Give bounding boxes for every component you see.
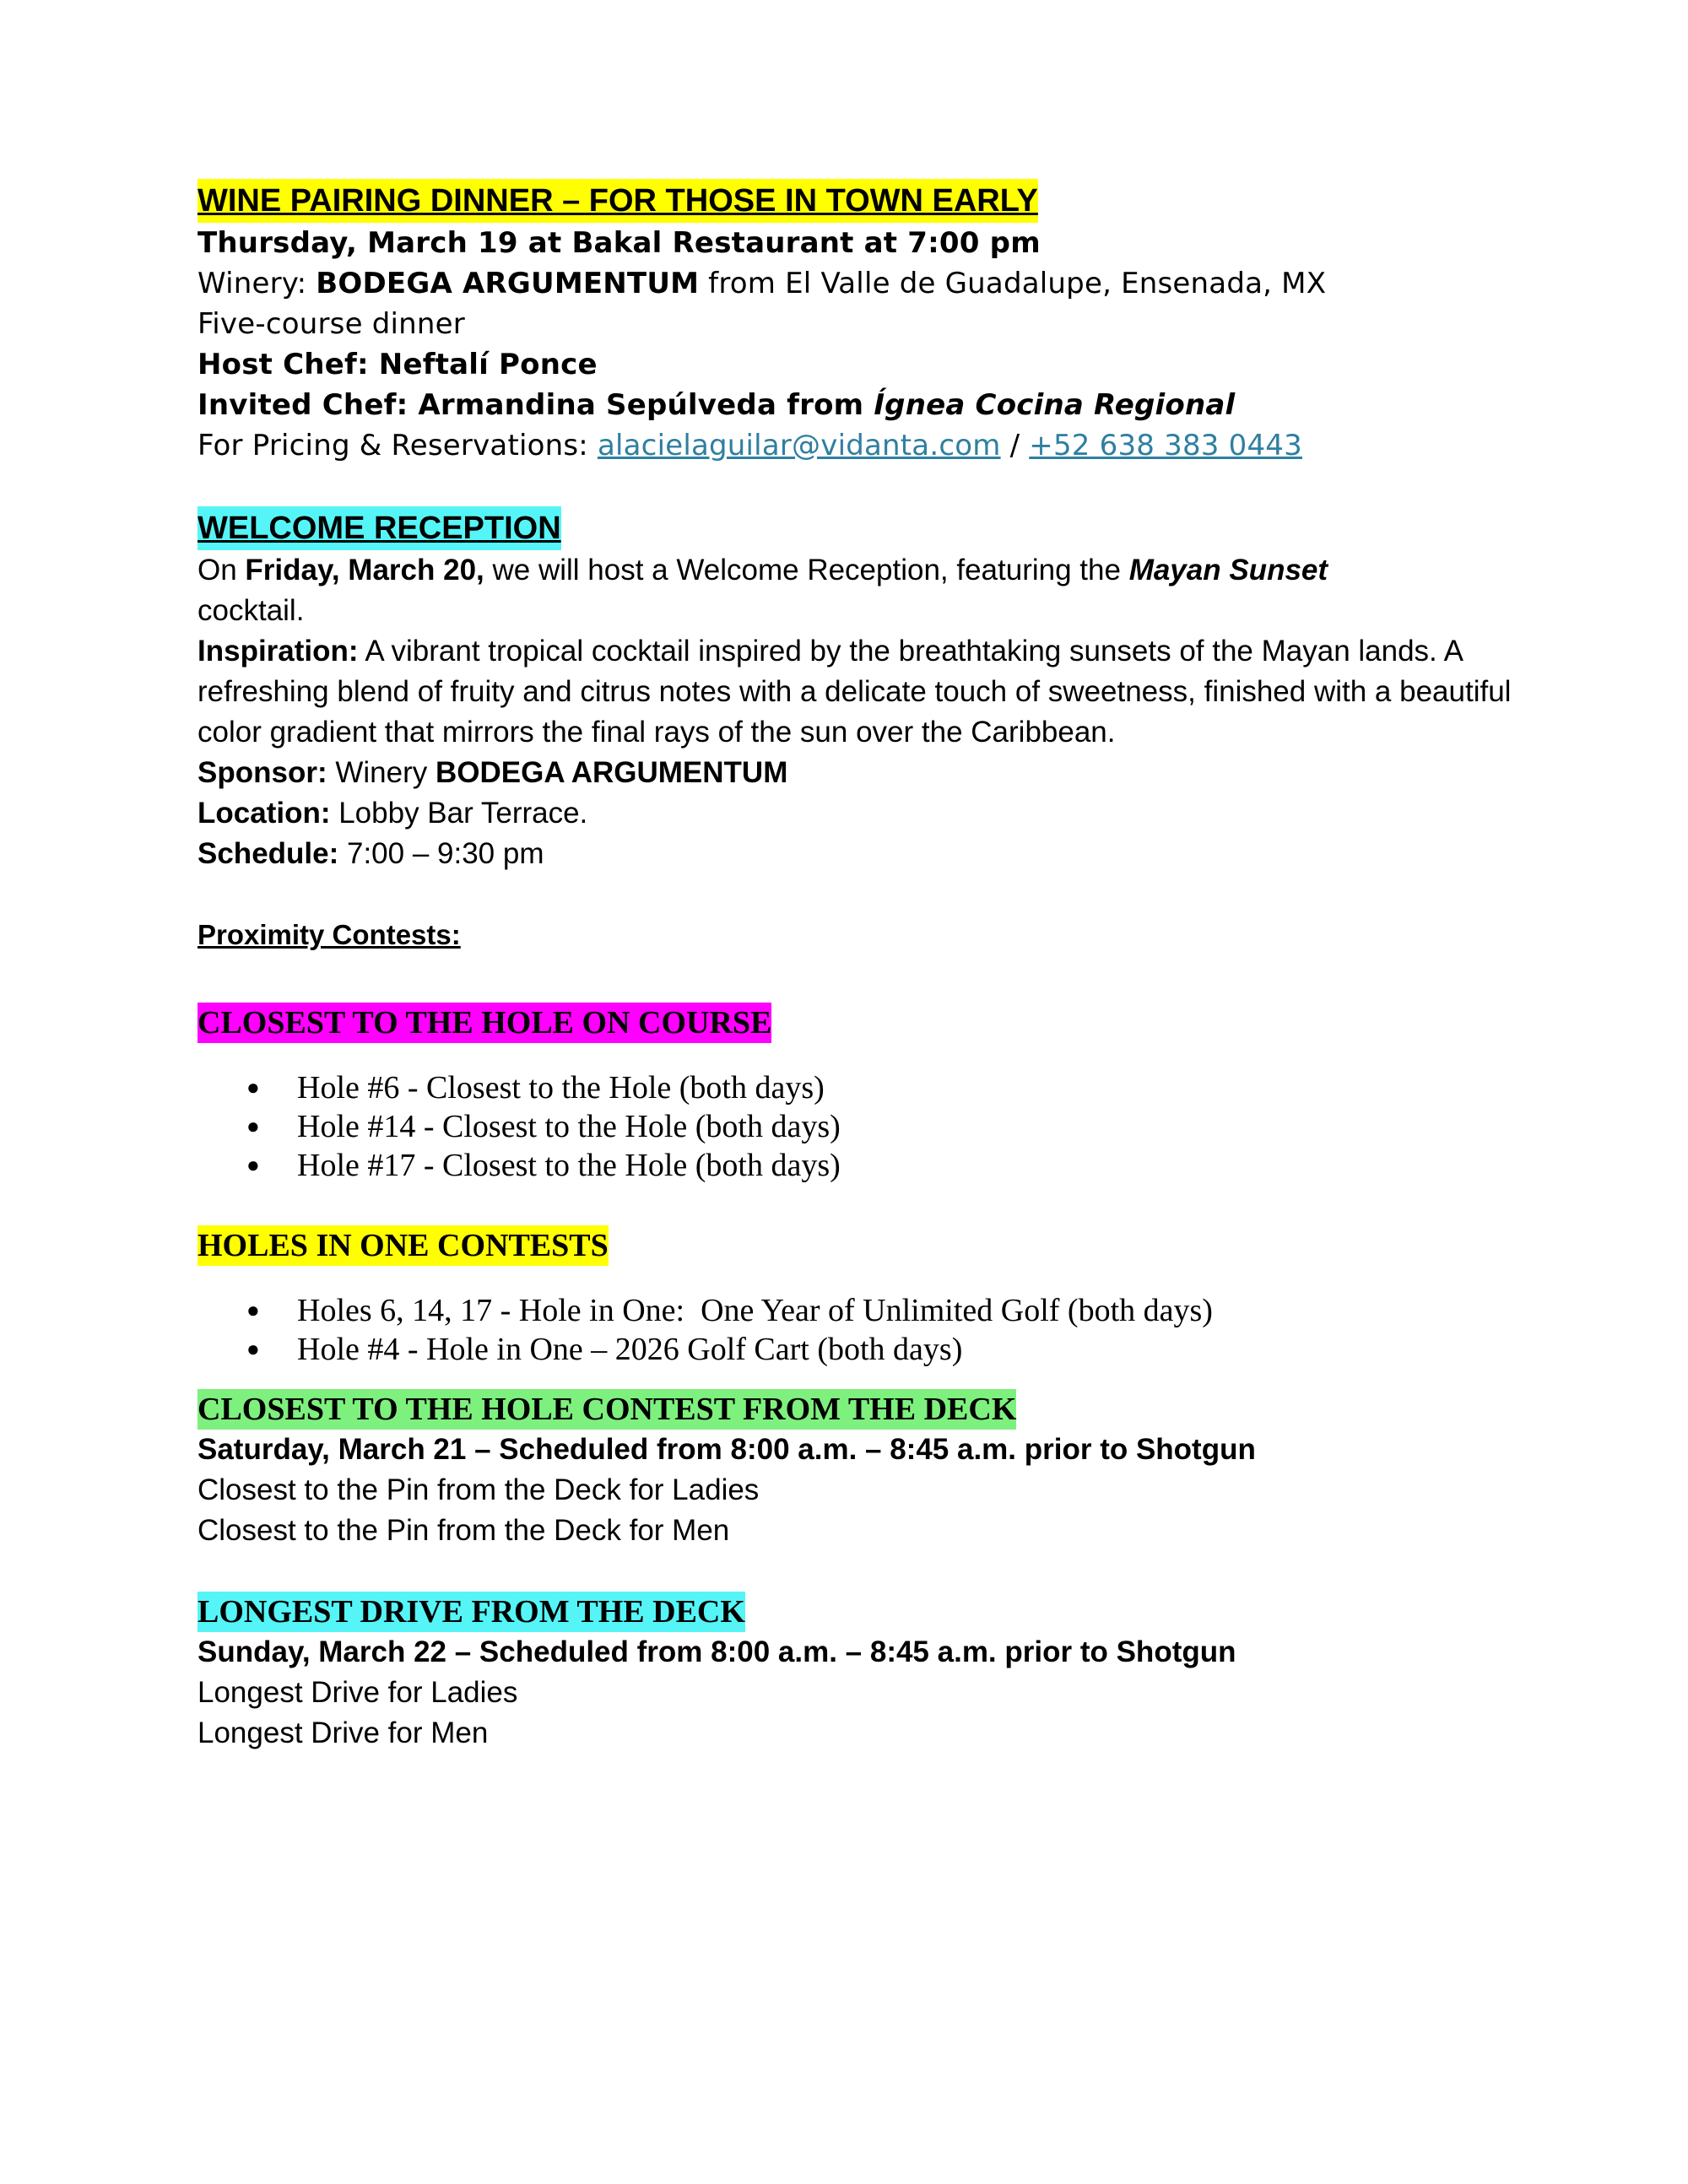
longest-drive-ladies: Longest Drive for Ladies — [197, 1676, 518, 1709]
schedule-label: Schedule: — [197, 837, 339, 870]
closest-from-deck-date — [197, 1430, 1514, 1470]
pricing-prefix: For Pricing & Reservations: — [197, 429, 598, 462]
wine-dinner-courses: Five-course dinner — [197, 307, 465, 341]
reception-location — [197, 793, 1514, 834]
bullet-icon: ● — [246, 1075, 260, 1100]
reception-intro-end: cocktail. — [197, 594, 305, 627]
welcome-reception-heading: WELCOME RECEPTION — [197, 506, 561, 550]
sponsor-text: Winery — [327, 756, 436, 789]
closest-on-course-section — [197, 1003, 1514, 1185]
list-item — [197, 1107, 1514, 1146]
list-item-text: Hole #14 - Closest to the Hole (both days) — [297, 1109, 841, 1144]
reception-intro — [197, 550, 1514, 591]
reception-inspiration — [197, 631, 1514, 753]
list-item-text: Hole #17 - Closest to the Hole (both days) — [297, 1148, 841, 1183]
bullet-icon: ● — [246, 1114, 260, 1138]
longest-drive-date: Sunday, March 22 – Scheduled from 8:00 a.m. – 8:45 a.m. prior to Shotgun — [197, 1635, 1236, 1668]
closest-from-deck-ladies: Closest to the Pin from the Deck for Ladies — [197, 1473, 760, 1506]
winery-name: BODEGA ARGUMENTUM — [316, 267, 700, 300]
bullet-icon: ● — [246, 1337, 260, 1361]
document-body — [197, 179, 1514, 1754]
invited-chef — [197, 385, 1514, 425]
bullet-icon: ● — [246, 1153, 260, 1177]
closest-on-course-heading: CLOSEST TO THE HOLE ON COURSE — [197, 1003, 771, 1043]
location-text: Lobby Bar Terrace. — [330, 797, 588, 830]
wine-dinner-section — [197, 179, 1514, 466]
cocktail-name: Mayan Sunset — [1128, 554, 1328, 587]
list-item-text: Hole #6 - Closest to the Hole (both days) — [297, 1070, 825, 1106]
wine-dinner-winery — [197, 263, 1514, 304]
list-item — [197, 1068, 1514, 1107]
invited-chef-prefix: Invited Chef: Armandina Sepúlveda from — [197, 388, 874, 422]
contact-separator: / — [1000, 429, 1030, 462]
sponsor-name: BODEGA ARGUMENTUM — [435, 756, 788, 789]
closest-from-deck-men: Closest to the Pin from the Deck for Men — [197, 1514, 730, 1547]
intro-middle: we will host a Welcome Reception, featuring the — [484, 554, 1129, 587]
closest-from-deck-heading: CLOSEST TO THE HOLE CONTEST FROM THE DECK — [197, 1389, 1016, 1430]
reservation-phone-link[interactable]: +52 638 383 0443 — [1029, 429, 1302, 462]
reception-date: Friday, March 20, — [245, 554, 484, 587]
holes-in-one-list — [197, 1291, 1514, 1369]
longest-drive-heading: LONGEST DRIVE FROM THE DECK — [197, 1592, 745, 1632]
closest-from-deck-section — [197, 1389, 1514, 1551]
list-item-text: Hole #4 - Hole in One – 2026 Golf Cart (both days) — [297, 1332, 963, 1367]
inspiration-text: A vibrant tropical cocktail inspired by the breathtaking sunsets of the Mayan lands. A refreshing blend of fruity and citrus notes with a delicate touch of sweetness, finished with a beautiful color gradient that mirrors the final rays of the sun over the Caribbean. — [197, 635, 1512, 749]
deck-date-part2: Scheduled from 8:00 a.m. – 8:45 a.m. prior to Shotgun — [499, 1433, 1256, 1466]
inspiration-label: Inspiration: — [197, 635, 359, 668]
reservation-email-link[interactable]: alacielaguilar@vidanta.com — [597, 429, 1001, 462]
proximity-contests-title: Proximity Contests: — [197, 919, 461, 950]
holes-in-one-section — [197, 1225, 1514, 1369]
list-item — [197, 1291, 1514, 1330]
welcome-reception-section — [197, 506, 1514, 874]
wine-dinner-date: Thursday, March 19 at Bakal Restaurant at 7:00 pm — [197, 226, 1041, 260]
intro-on: On — [197, 554, 246, 587]
reception-schedule — [197, 834, 1514, 874]
reception-sponsor — [197, 753, 1514, 793]
bullet-icon: ● — [246, 1298, 260, 1322]
host-chef: Host Chef: Neftalí Ponce — [197, 348, 598, 381]
holes-in-one-heading: HOLES IN ONE CONTESTS — [197, 1225, 609, 1266]
winery-suffix: from El Valle de Guadalupe, Ensenada, MX — [699, 267, 1327, 300]
list-item-text: Holes 6, 14, 17 - Hole in One: One Year of Unlimited Golf (both days) — [297, 1293, 1213, 1328]
deck-date-part1: Saturday, March 21 – — [197, 1433, 500, 1466]
list-item — [197, 1330, 1514, 1369]
longest-drive-section — [197, 1592, 1514, 1754]
invited-chef-restaurant: Ígnea Cocina Regional — [874, 388, 1236, 422]
list-item — [197, 1146, 1514, 1185]
location-label: Location: — [197, 797, 331, 830]
pricing-reservations — [197, 425, 1514, 466]
schedule-text: 7:00 – 9:30 pm — [338, 837, 544, 870]
winery-prefix: Winery: — [197, 267, 316, 300]
sponsor-label: Sponsor: — [197, 756, 327, 789]
closest-on-course-list — [197, 1068, 1514, 1185]
longest-drive-men: Longest Drive for Men — [197, 1716, 489, 1749]
wine-dinner-heading: WINE PAIRING DINNER – FOR THOSE IN TOWN EARLY — [197, 179, 1038, 223]
